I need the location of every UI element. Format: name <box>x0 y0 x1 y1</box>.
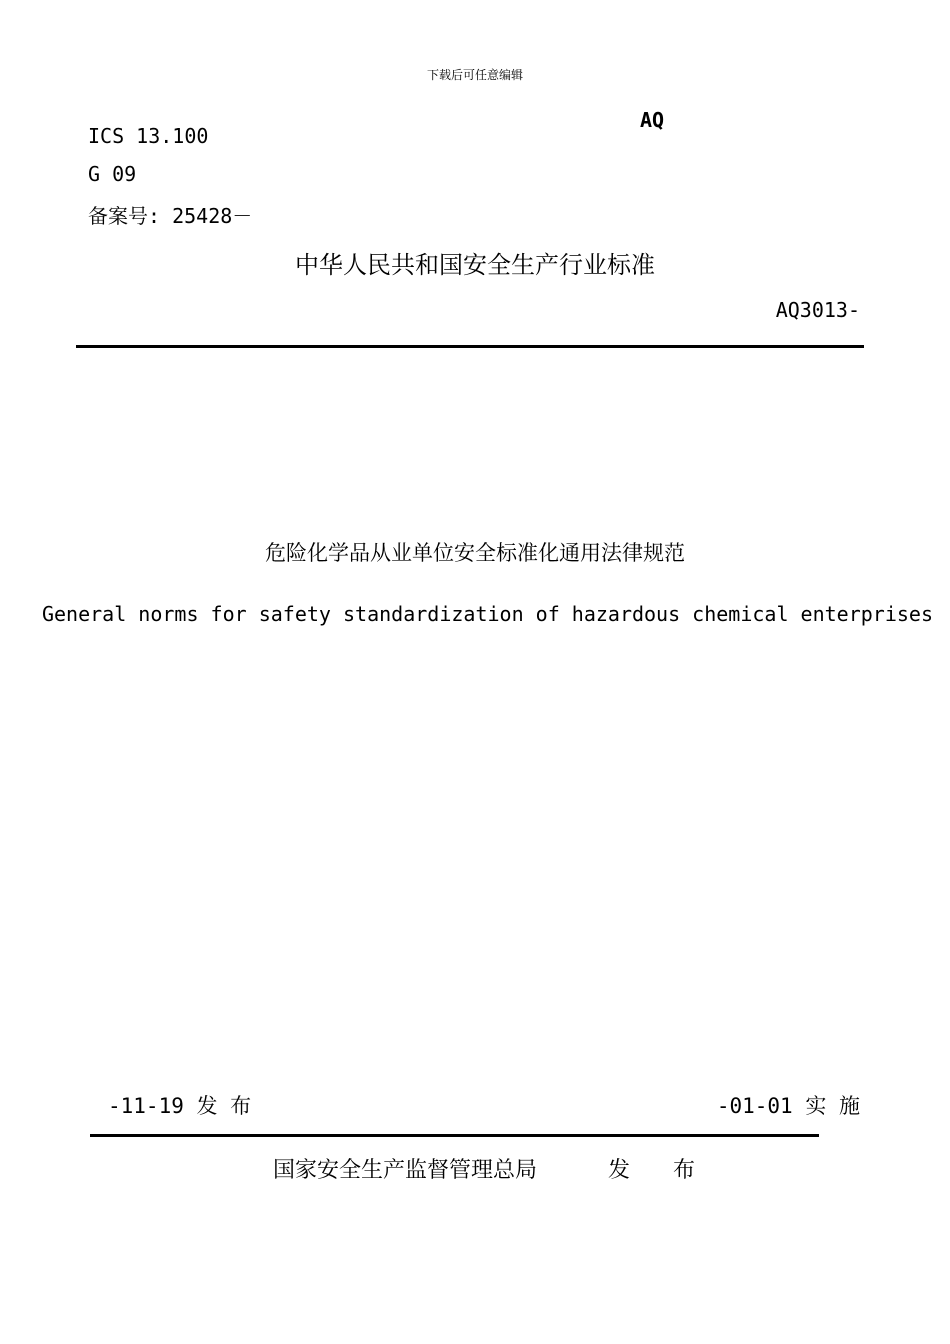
bottom-divider <box>90 1134 819 1137</box>
document-title-en: General norms for safety standardization of hazardous chemical enterprises <box>41 602 934 626</box>
issue-label: 发 布 <box>608 1158 713 1183</box>
ics-code: ICS 13.100 <box>88 124 209 148</box>
aq-mark: AQ <box>640 108 665 132</box>
header-note: 下载后可任意编辑 <box>426 68 523 82</box>
top-divider <box>76 345 864 348</box>
standard-code: AQ3013- <box>775 298 860 322</box>
g-code: G 09 <box>88 162 137 186</box>
issue-date: -11-19 发 布 <box>108 1094 252 1118</box>
filing-number: 备案号: 25428－ <box>88 204 253 228</box>
document-title-cn: 危险化学品从业单位安全标准化通用法律规范 <box>265 541 685 565</box>
standard-title: 中华人民共和国安全生产行业标准 <box>295 251 655 279</box>
implementation-date: -01-01 实 施 <box>716 1094 860 1118</box>
issuing-authority: 国家安全生产监督管理总局 <box>273 1158 538 1183</box>
